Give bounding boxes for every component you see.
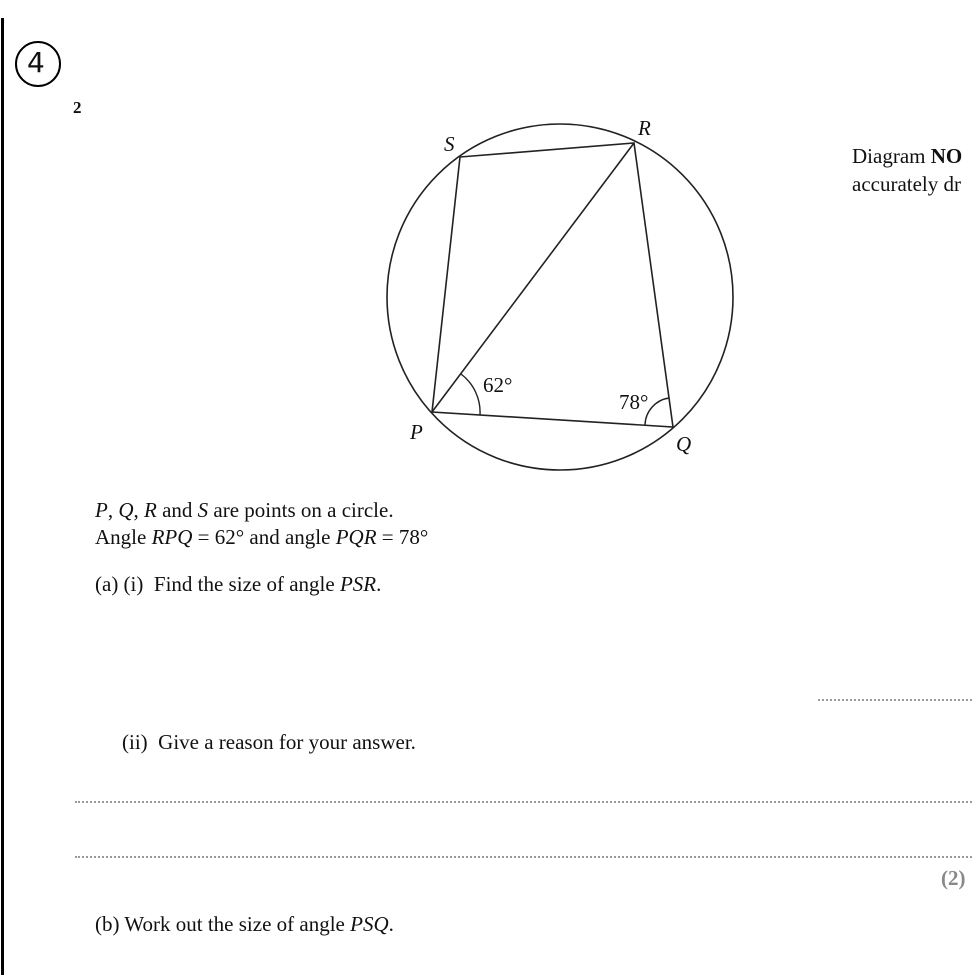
question-a-i: (a) (i) Find the size of angle PSR. xyxy=(95,572,382,596)
angle-arc-P xyxy=(461,374,480,415)
point-label-S: S xyxy=(444,132,455,156)
angle-label-78: 78° xyxy=(619,390,649,414)
question-a-ii: (ii) Give a reason for your answer. xyxy=(122,730,416,754)
angle-label-62: 62° xyxy=(483,373,513,397)
point-label-R: R xyxy=(638,116,651,140)
answer-line-a-ii-2[interactable] xyxy=(75,856,972,858)
statement-line-2: Angle RPQ = 62° and angle PQR = 78° xyxy=(95,525,429,549)
handwritten-number: 4 xyxy=(27,46,45,79)
marks-label: (2) xyxy=(941,866,966,890)
diagram-note: Diagram NO accurately dr xyxy=(852,144,963,196)
statement-line-1: P, Q, R and S are points on a circle. xyxy=(95,498,394,522)
answer-line-a-ii-1[interactable] xyxy=(75,801,972,803)
circle xyxy=(387,124,733,470)
answer-line-a-i[interactable] xyxy=(818,699,972,701)
quadrilateral xyxy=(432,143,673,427)
question-b: (b) Work out the size of angle PSQ. xyxy=(95,912,394,936)
chord-PR xyxy=(432,143,634,412)
point-label-Q: Q xyxy=(676,432,692,456)
point-label-P: P xyxy=(410,420,423,444)
angle-arc-Q xyxy=(645,398,669,425)
question-number-fragment: 2 xyxy=(73,98,82,117)
